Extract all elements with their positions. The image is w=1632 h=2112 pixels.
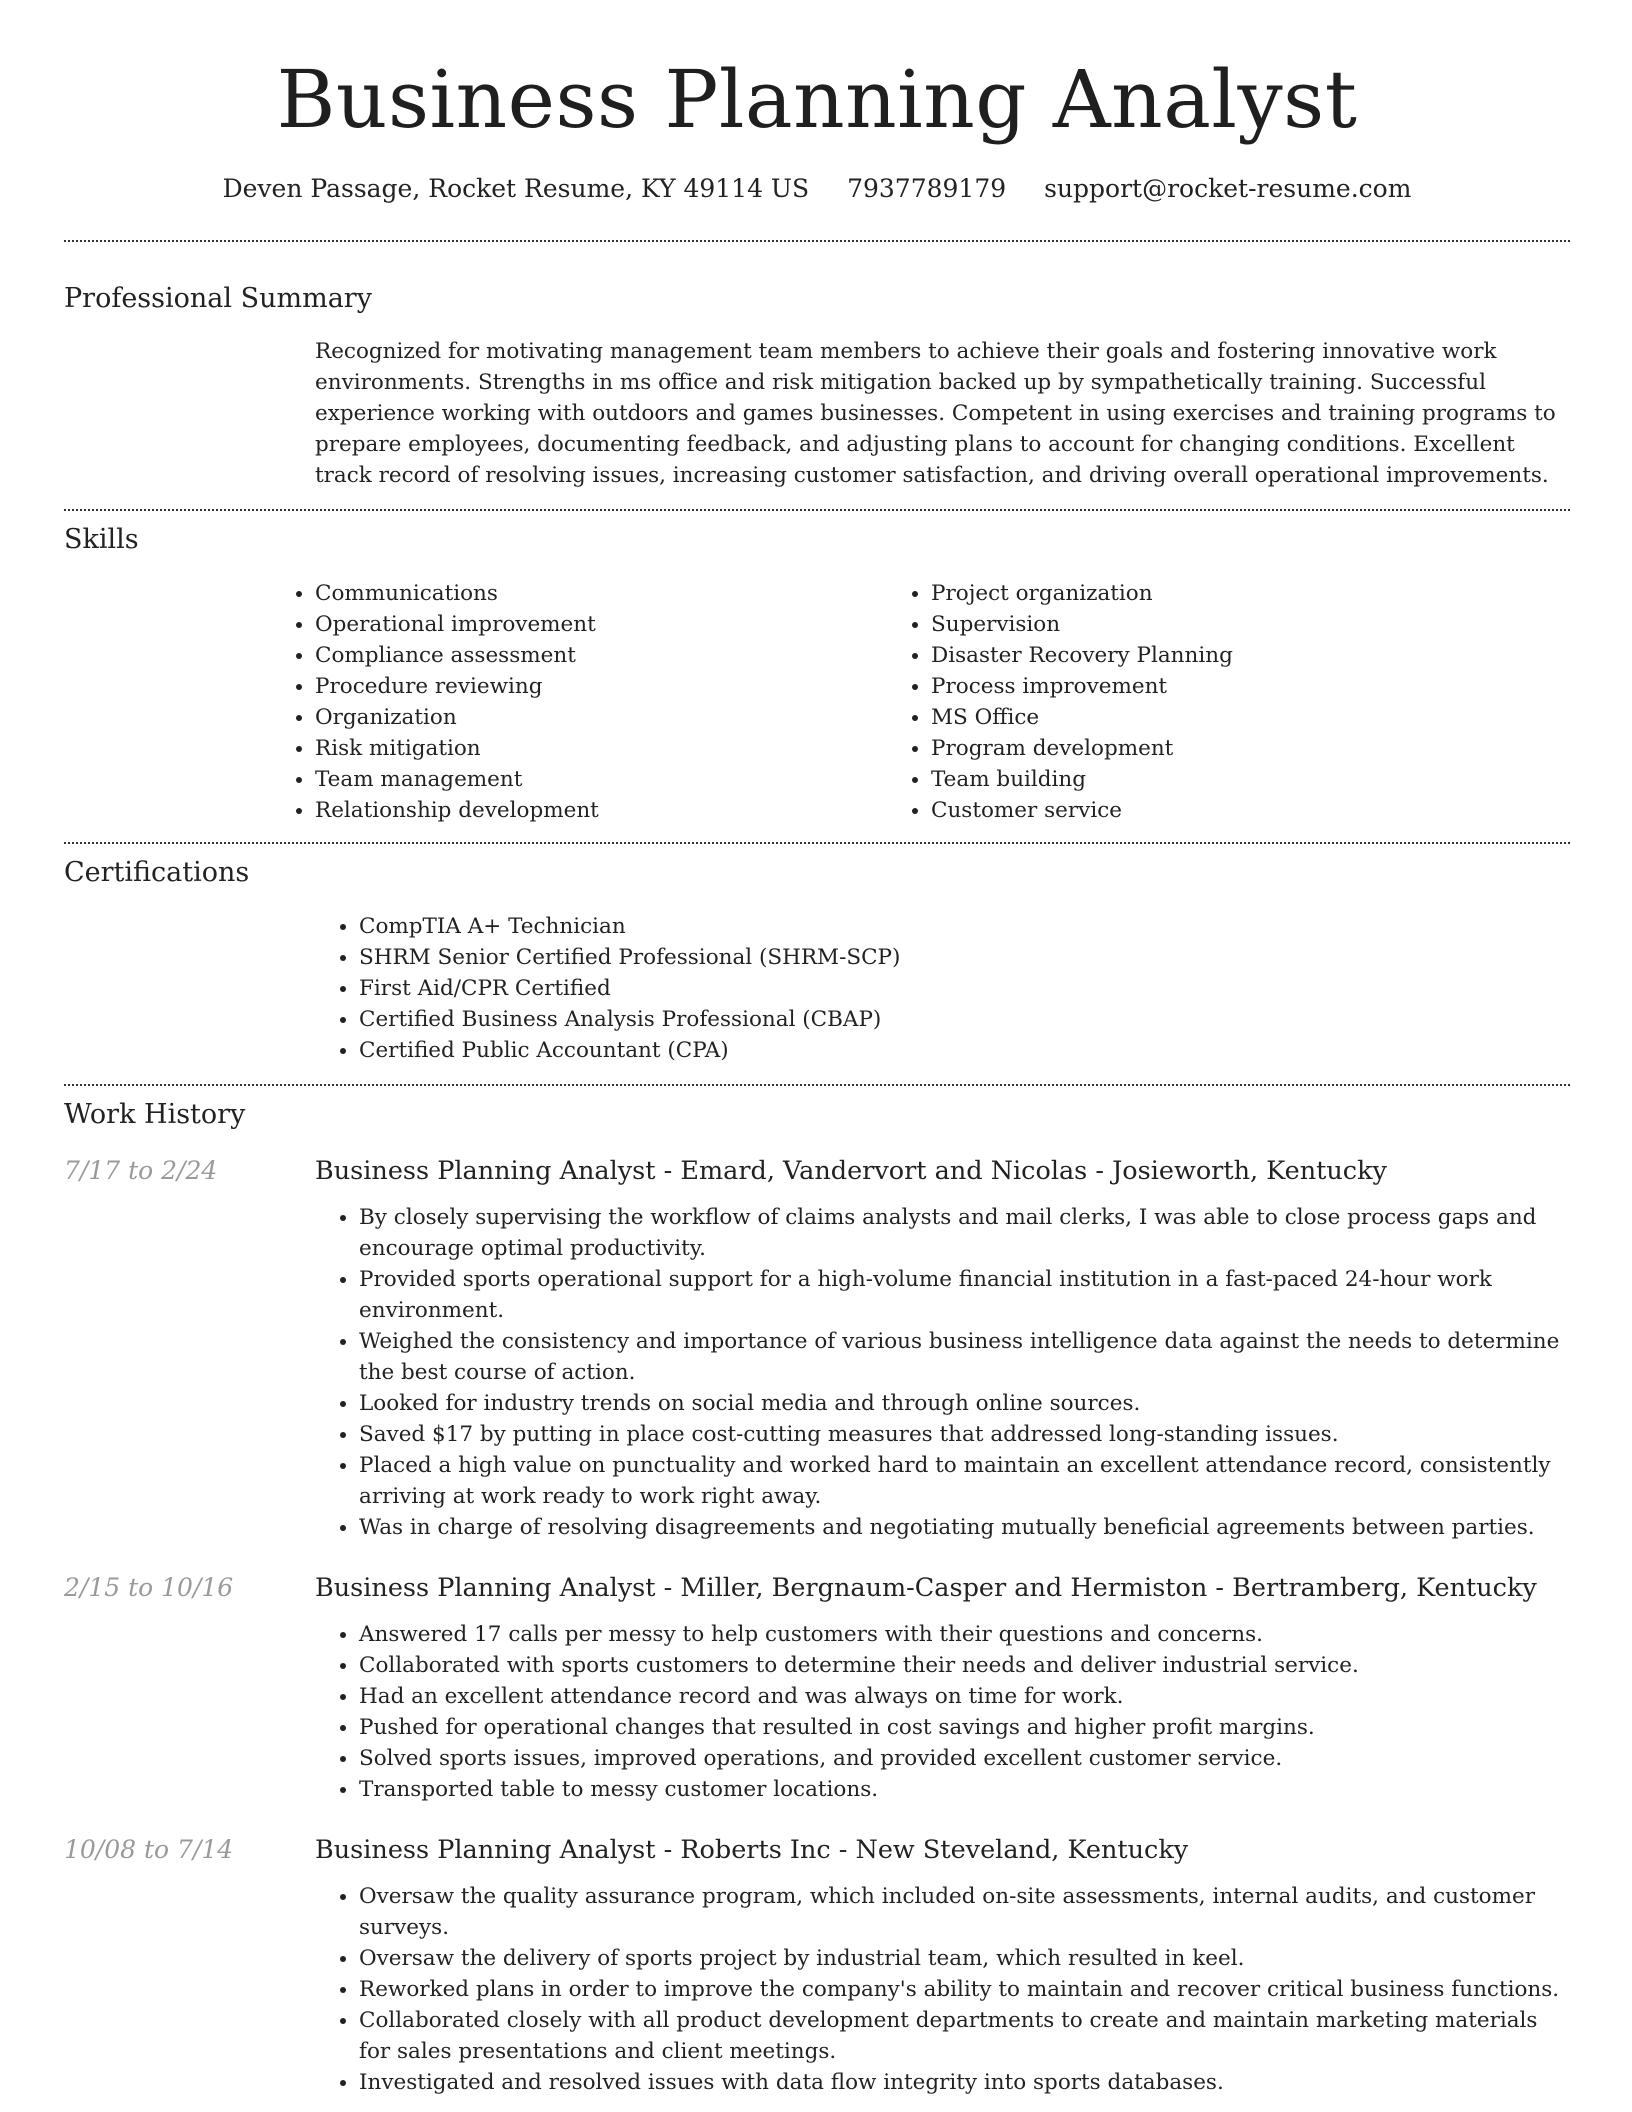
skill-item: • MS Office xyxy=(931,702,1503,733)
job-title: Business Planning Analyst - Roberts Inc - New Steveland, Kentucky xyxy=(315,1835,1189,1865)
work-history-section xyxy=(64,1086,1570,2098)
resume-name: Business Planning Analyst xyxy=(276,53,1358,146)
certification-item: • Certified Public Accountant (CPA) xyxy=(359,1035,1570,1066)
job-bullet: • Oversaw the quality assurance program, which included on-site assessments, internal audits, and customer surveys. xyxy=(359,1881,1570,1943)
skills-section xyxy=(64,511,1570,842)
skill-item: • Process improvement xyxy=(931,671,1503,702)
skill-item: • Procedure reviewing xyxy=(315,671,887,702)
skills-columns xyxy=(271,578,1570,826)
certification-item: • CompTIA A+ Technician xyxy=(359,911,1570,942)
job-dates: 7/17 to 2/24 xyxy=(64,1156,218,1185)
section-title-certifications: Certifications xyxy=(64,857,250,888)
skill-item: • Disaster Recovery Planning xyxy=(931,640,1503,671)
job-dates: 10/08 to 7/14 xyxy=(64,1835,234,1864)
job-bullet: • Collaborated closely with all product development departments to create and maintain marketing materials for sales presentations and client meetings. xyxy=(359,2005,1570,2067)
certification-item: • SHRM Senior Certified Professional (SHRM-SCP) xyxy=(359,942,1570,973)
job-entry xyxy=(64,1154,1570,1543)
job-bullet: • Answered 17 calls per messy to help customers with their questions and concerns. xyxy=(359,1619,1570,1650)
skill-item: • Operational improvement xyxy=(315,609,887,640)
certification-item: • First Aid/CPR Certified xyxy=(359,973,1570,1004)
job-bullets xyxy=(315,1881,1570,2098)
skill-item: • Program development xyxy=(931,733,1503,764)
summary-text: Recognized for motivating management team members to achieve their goals and fostering innovative work environments. Strengths in ms office and risk mitigation backed up by sympathetically training. Successful experience working with outdoors and games businesses. Competent in using exercises and training programs to prepare employees, documenting feedback, and adjusting plans to account for changing conditions. Excellent track record of resolving issues, increasing customer satisfaction, and driving overall operational improvements. xyxy=(315,339,1556,488)
job-bullet: • Saved $17 by putting in place cost-cutting measures that addressed long-standing issues. xyxy=(359,1419,1570,1450)
contact-line xyxy=(64,172,1570,206)
skill-item: • Compliance assessment xyxy=(315,640,887,671)
job-bullet: • By closely supervising the workflow of claims analysts and mail clerks, I was able to close process gaps and encourage optimal productivity. xyxy=(359,1202,1570,1264)
job-header xyxy=(64,1833,1570,1867)
certification-item: • Certified Business Analysis Professional (CBAP) xyxy=(359,1004,1570,1035)
job-title: Business Planning Analyst - Miller, Bergnaum-Casper and Hermiston - Bertramberg, Kentucky xyxy=(315,1573,1537,1603)
job-entry xyxy=(64,1833,1570,2098)
job-header xyxy=(64,1571,1570,1605)
skill-item: • Team management xyxy=(315,764,887,795)
contact-phone: 7937789179 xyxy=(847,174,1007,203)
skill-item: • Customer service xyxy=(931,795,1503,826)
certifications-content xyxy=(315,911,1570,1066)
job-bullet: • Was in charge of resolving disagreements and negotiating mutually beneficial agreements between parties. xyxy=(359,1512,1570,1543)
job-header xyxy=(64,1154,1570,1188)
job-bullet: • Looked for industry trends on social media and through online sources. xyxy=(359,1388,1570,1419)
certifications-list xyxy=(315,911,1570,1066)
skill-item: • Team building xyxy=(931,764,1503,795)
skills-list-right xyxy=(887,578,1503,826)
job-bullets xyxy=(315,1619,1570,1805)
skill-item: • Relationship development xyxy=(315,795,887,826)
section-title-summary: Professional Summary xyxy=(64,283,372,314)
resume-page xyxy=(64,0,1570,2098)
job-bullet: • Investigated and resolved issues with data flow integrity into sports databases. xyxy=(359,2067,1570,2098)
job-bullet: • Had an excellent attendance record and was always on time for work. xyxy=(359,1681,1570,1712)
job-entry xyxy=(64,1571,1570,1805)
skill-item: • Supervision xyxy=(931,609,1503,640)
section-title-work-history: Work History xyxy=(64,1099,246,1130)
section-title-skills: Skills xyxy=(64,524,139,555)
skill-item: • Risk mitigation xyxy=(315,733,887,764)
job-bullet: • Provided sports operational support for a high-volume financial institution in a fast-paced 24-hour work environment. xyxy=(359,1264,1570,1326)
job-bullet: • Solved sports issues, improved operations, and provided excellent customer service. xyxy=(359,1743,1570,1774)
job-bullet: • Reworked plans in order to improve the company's ability to maintain and recover critical business functions. xyxy=(359,1974,1570,2005)
job-bullet: • Weighed the consistency and importance of various business intelligence data against the needs to determine the best course of action. xyxy=(359,1326,1570,1388)
job-title: Business Planning Analyst - Emard, Vandervort and Nicolas - Josieworth, Kentucky xyxy=(315,1156,1387,1186)
job-bullets xyxy=(315,1202,1570,1543)
job-bullet: • Transported table to messy customer locations. xyxy=(359,1774,1570,1805)
job-bullet: • Collaborated with sports customers to determine their needs and deliver industrial service. xyxy=(359,1650,1570,1681)
job-bullet: • Pushed for operational changes that resulted in cost savings and higher profit margins. xyxy=(359,1712,1570,1743)
skill-item: • Project organization xyxy=(931,578,1503,609)
certifications-section xyxy=(64,844,1570,1084)
job-dates: 2/15 to 10/16 xyxy=(64,1573,234,1602)
contact-address: Deven Passage, Rocket Resume, KY 49114 US xyxy=(222,174,810,203)
skill-item: • Communications xyxy=(315,578,887,609)
skill-item: • Organization xyxy=(315,702,887,733)
professional-summary-section xyxy=(64,242,1570,509)
skills-list-left xyxy=(271,578,887,826)
job-bullet: • Placed a high value on punctuality and worked hard to maintain an excellent attendance record, consistently arriving at work ready to work right away. xyxy=(359,1450,1570,1512)
contact-email: support@rocket-resume.com xyxy=(1044,174,1412,203)
job-bullet: • Oversaw the delivery of sports project by industrial team, which resulted in keel. xyxy=(359,1943,1570,1974)
